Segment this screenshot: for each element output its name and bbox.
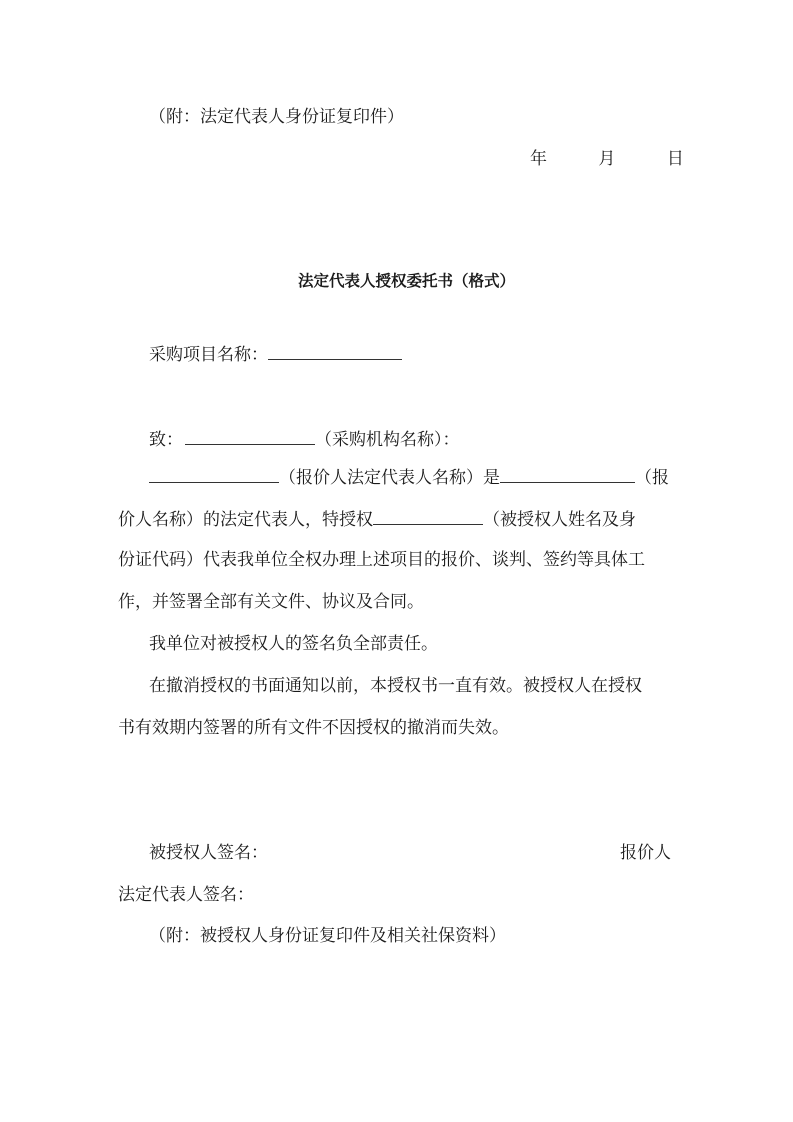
para1-text-d: （被授权人姓名及身 (483, 510, 636, 530)
date-year: 年 (530, 149, 547, 169)
para1-line4: 作，并签署全部有关文件、协议及合同。 (118, 592, 424, 612)
project-name-line (149, 342, 402, 366)
top-attachment-note: （附：法定代表人身份证复印件） (149, 107, 404, 127)
para1-text-c: 价人名称）的法定代表人，特授权 (118, 510, 373, 530)
addressee-suffix: （采购机构名称）： (315, 430, 460, 450)
para3-line2: 书有效期内签署的所有文件不因授权的撤消而失效。 (118, 718, 509, 738)
document-title: 法定代表人授权委托书（格式） (298, 272, 516, 290)
legal-rep-name-blank[interactable] (149, 465, 279, 483)
para1-line3: 份证代码）代表我单位全权办理上述项目的报价、谈判、签约等具体工 (118, 550, 645, 570)
para1-text-b: （报 (635, 468, 669, 488)
legal-rep-signature-label: 法定代表人签名： (118, 885, 254, 905)
para1-text-a: （报价人法定代表人名称）是 (279, 468, 500, 488)
para2: 我单位对被授权人的签名负全部责任。 (149, 634, 438, 654)
project-name-label: 采购项目名称： (149, 345, 268, 365)
addressee-line (149, 427, 460, 451)
para3-line1: 在撤消授权的书面通知以前，本授权书一直有效。被授权人在授权 (149, 676, 642, 696)
date-month: 月 (598, 149, 616, 169)
para1-line1 (149, 465, 669, 489)
bidder-name-blank[interactable] (500, 465, 635, 483)
addressee-label: 致： (149, 430, 183, 450)
authorized-person-blank[interactable] (373, 507, 483, 525)
para1-line2 (118, 507, 636, 531)
date-day: 日 (666, 149, 684, 169)
agency-name-blank[interactable] (185, 427, 315, 445)
project-name-blank[interactable] (268, 342, 402, 360)
authorized-signature-label: 被授权人签名： (149, 843, 268, 863)
bidder-label: 报价人 (620, 843, 671, 863)
bottom-attachment-note: （附：被授权人身份证复印件及相关社保资料） (149, 926, 506, 946)
date-line (530, 148, 684, 170)
